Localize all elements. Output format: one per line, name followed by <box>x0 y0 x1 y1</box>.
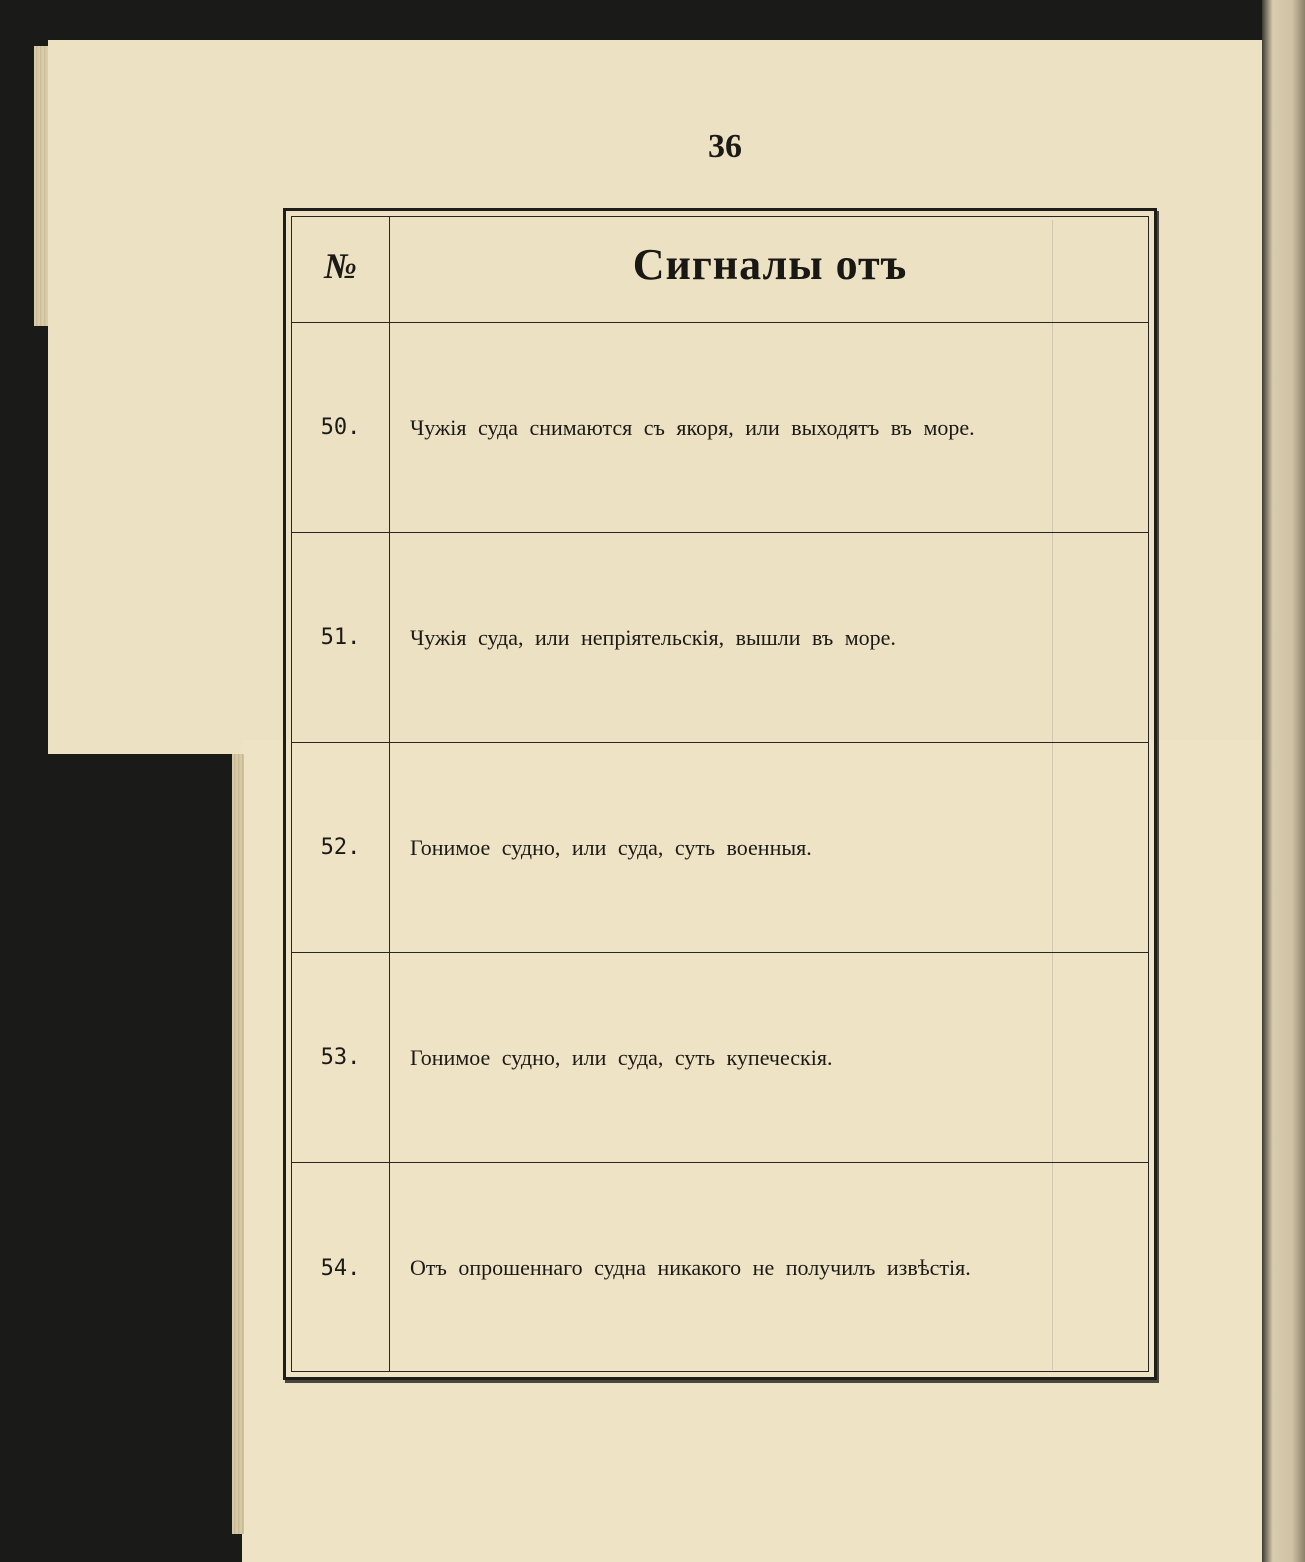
row-number: 54. <box>320 1255 361 1281</box>
row-text: Гонимое судно, или суда, суть купеческія. <box>410 1044 833 1070</box>
signals-table <box>283 208 1157 1380</box>
table-header <box>292 217 1148 323</box>
row-text: Чужія суда, или непріятельскія, вышли въ море. <box>410 624 896 650</box>
table-row <box>292 1163 1148 1373</box>
table-row <box>292 533 1148 743</box>
row-number: 53. <box>320 1045 361 1070</box>
row-text: Чужія суда снимаются съ якоря, или выходятъ въ море. <box>410 414 975 440</box>
header-number-label: № <box>324 246 357 286</box>
row-number: 51. <box>320 625 361 650</box>
book-binding <box>1262 0 1305 1562</box>
row-number: 50. <box>320 415 361 440</box>
page-number: 36 <box>708 128 742 165</box>
signals-table-inner <box>291 216 1149 1372</box>
page-edges-bottom <box>232 754 244 1534</box>
row-text: Гонимое судно, или суда, суть военныя. <box>410 834 812 860</box>
table-row <box>292 953 1148 1163</box>
header-title: Сигналы отъ <box>632 240 908 289</box>
row-text: Отъ опрошеннаго судна никакого не получилъ извѣстія. <box>410 1255 971 1280</box>
table-row <box>292 323 1148 533</box>
table-row <box>292 743 1148 953</box>
row-number: 52. <box>320 835 361 860</box>
